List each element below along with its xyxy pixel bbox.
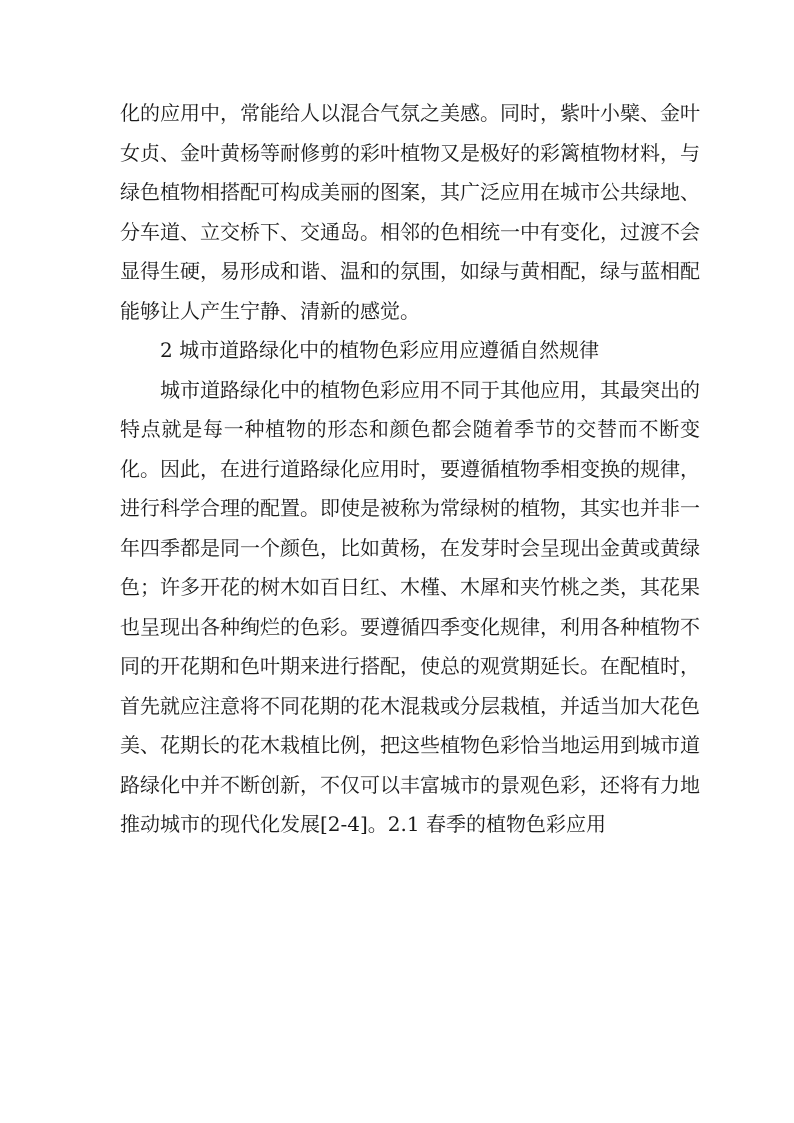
body-text <box>120 94 700 845</box>
paragraph-continuation: 化的应用中，常能给人以混合气氛之美感。同时，紫叶小檗、金叶女贞、金叶黄杨等耐修剪的彩叶植物又是极好的彩篱植物材料，与绿色植物相搭配可构成美丽的图案，其广泛应用在城市公共绿地、分车道、立交桥下、交通岛。相邻的色相统一中有变化，过渡不会显得生硬，易形成和谐、温和的氛围，如绿与黄相配，绿与蓝相配能够让人产生宁静、清新的感觉。 <box>120 101 700 323</box>
section-heading: 2 城市道路绿化中的植物色彩应用应遵循自然规律 <box>160 338 600 362</box>
paragraph-section-2: 城市道路绿化中的植物色彩应用不同于其他应用，其最突出的特点就是每一种植物的形态和颜色都会随着季节的交替而不断变化。因此，在进行道路绿化应用时，要遵循植物季相变换的规律，进行科学合理的配置。即使是被称为常绿树的植物，其实也并非一年四季都是同一个颜色，比如黄杨，在发芽时会呈现出金黄或黄绿色；许多开花的树木如百日红、木槿、木犀和夹竹桃之类，其花果也呈现出各种绚烂的色彩。要遵循四季变化规律，利用各种植物不同的开花期和色叶期来进行搭配，使总的观赏期延长。在配植时，首先就应注意将不同花期的花木混栽或分层栽植，并适当加大花色美、花期长的花木栽植比例，把这些植物色彩恰当地运用到城市道路绿化中并不断创新，不仅可以丰富城市的景观色彩，还将有力地推动城市的现代化发展[2-4]。2.1 春季的植物色彩应用 <box>120 377 700 836</box>
